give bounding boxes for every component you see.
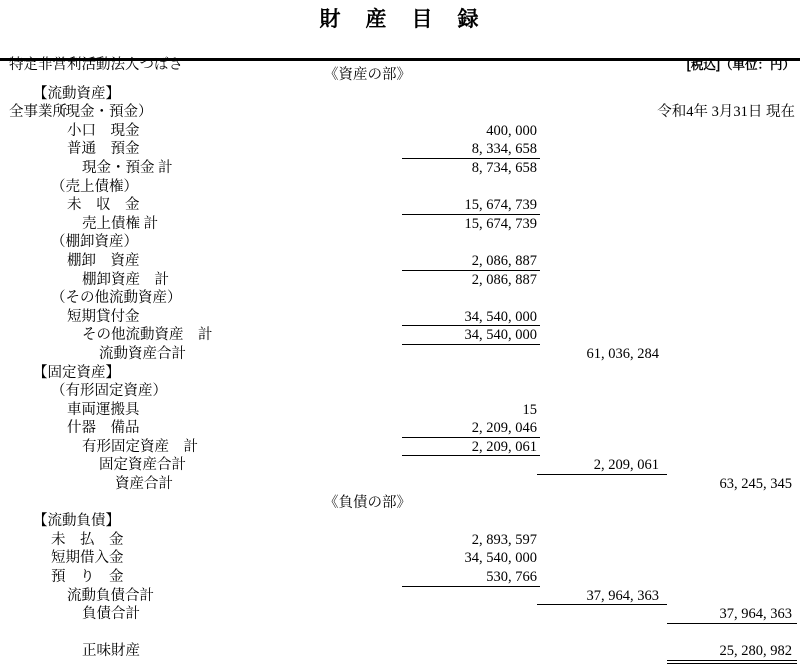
report-row: [0, 178, 800, 197]
row-amount-col1: 2, 086, 887: [402, 252, 540, 271]
spacer-row: [0, 624, 800, 643]
row-amount-col1: 15, 674, 739: [402, 196, 540, 215]
row-label: 【流動負債】: [33, 513, 120, 530]
report-row: [0, 345, 800, 364]
row-label: 未 収 金: [67, 197, 140, 214]
report-row: [0, 159, 800, 178]
row-label: 固定資産合計: [99, 457, 186, 474]
report-row: [0, 419, 800, 438]
row-label: 資産合計: [115, 476, 173, 493]
tax-unit-note: [税込]（単位：円）: [686, 58, 795, 72]
office-name: 全事業所: [9, 103, 67, 120]
row-label: 売上債権 計: [82, 215, 159, 232]
row-label: 未 払 金: [51, 531, 124, 548]
section-heading: 《負債の部》: [324, 494, 411, 511]
row-label: 小口 現金: [67, 122, 140, 139]
row-label: 車両運搬具: [67, 401, 140, 418]
row-amount-col2: 2, 209, 061: [537, 456, 667, 475]
row-amount-col3: 25, 280, 982: [667, 642, 797, 661]
report-row: [0, 568, 800, 587]
row-label: 有形固定資産 計: [82, 438, 198, 455]
report-row: [0, 271, 800, 290]
as-of-date: 令和4年 3月31日 現在: [657, 103, 795, 120]
row-amount-col2: 61, 036, 284: [586, 345, 659, 362]
row-amount-col1: 2, 893, 597: [471, 531, 537, 548]
report-row: [0, 252, 800, 271]
report-row: [0, 233, 800, 252]
row-amount-col1: 15, 674, 739: [464, 215, 537, 232]
row-label: 棚卸資産 計: [82, 271, 169, 288]
report-row: [0, 326, 800, 345]
report-row: [0, 438, 800, 457]
row-label: 正味財産: [82, 643, 140, 660]
row-amount-col3: 37, 964, 363: [667, 605, 797, 624]
row-label: 棚卸 資産: [67, 252, 140, 269]
report-row: [0, 364, 800, 383]
row-label: 負債合計: [82, 606, 140, 623]
row-amount-col1: 2, 209, 046: [402, 419, 540, 438]
report-row: [0, 531, 800, 550]
organization-name: 特定非営利活動法人つばさ: [9, 57, 183, 73]
report-row: [0, 289, 800, 308]
row-label: 現金・預金 計: [82, 159, 173, 176]
row-amount-col1: 34, 540, 000: [464, 550, 537, 567]
report-row: [0, 456, 800, 475]
report-row: [0, 382, 800, 401]
row-label: （その他流動資産）: [51, 290, 182, 307]
row-amount-col1: 530, 766: [402, 568, 540, 587]
report-row: [0, 512, 800, 531]
row-label: 流動負債合計: [67, 587, 154, 604]
report-row: [0, 308, 800, 327]
section-heading-row: [0, 66, 800, 85]
row-amount-col1: 400, 000: [486, 122, 537, 139]
page-title: 財 産 目 録: [319, 8, 481, 31]
report-row: [0, 85, 800, 104]
report-body: [0, 61, 800, 661]
row-label: 短期貸付金: [67, 308, 140, 325]
row-label: 預 り 金: [51, 569, 124, 586]
row-amount-col1: 8, 334, 658: [402, 140, 540, 159]
report-row: [0, 103, 800, 122]
report-row: [0, 122, 800, 141]
row-amount-col1: 8, 734, 658: [471, 159, 537, 176]
row-label: （棚卸資産）: [51, 234, 138, 251]
row-amount-col1: 2, 209, 061: [402, 438, 540, 457]
row-label: 流動資産合計: [99, 345, 186, 362]
report-row: [0, 549, 800, 568]
row-amount-col1: 34, 540, 000: [402, 326, 540, 345]
report-row: [0, 215, 800, 234]
report-row: [0, 605, 800, 624]
row-amount-col3: 63, 245, 345: [719, 476, 792, 493]
row-label: 普通 預金: [67, 141, 140, 158]
row-amount-col1: 2, 086, 887: [471, 271, 537, 288]
report-row: [0, 401, 800, 420]
row-label: その他流動資産 計: [82, 327, 213, 344]
report-row: [0, 140, 800, 159]
report-row: [0, 475, 800, 494]
row-label: 什器 備品: [67, 420, 140, 437]
row-label: （現金・預金）: [51, 104, 153, 121]
report-row: [0, 196, 800, 215]
row-amount-col1: 34, 540, 000: [402, 308, 540, 327]
row-amount-col2: 37, 964, 363: [537, 587, 667, 606]
report-row: [0, 642, 800, 661]
section-heading-row: [0, 494, 800, 513]
section-heading: 《資産の部》: [324, 67, 411, 83]
row-label: 【固定資産】: [33, 364, 120, 381]
row-label: 【流動資産】: [33, 85, 120, 102]
row-label: （売上債権）: [51, 178, 138, 195]
row-label: 短期借入金: [51, 550, 124, 567]
report-row: [0, 587, 800, 606]
row-label: （有形固定資産）: [51, 383, 167, 400]
row-amount-col1: 15: [522, 401, 537, 418]
